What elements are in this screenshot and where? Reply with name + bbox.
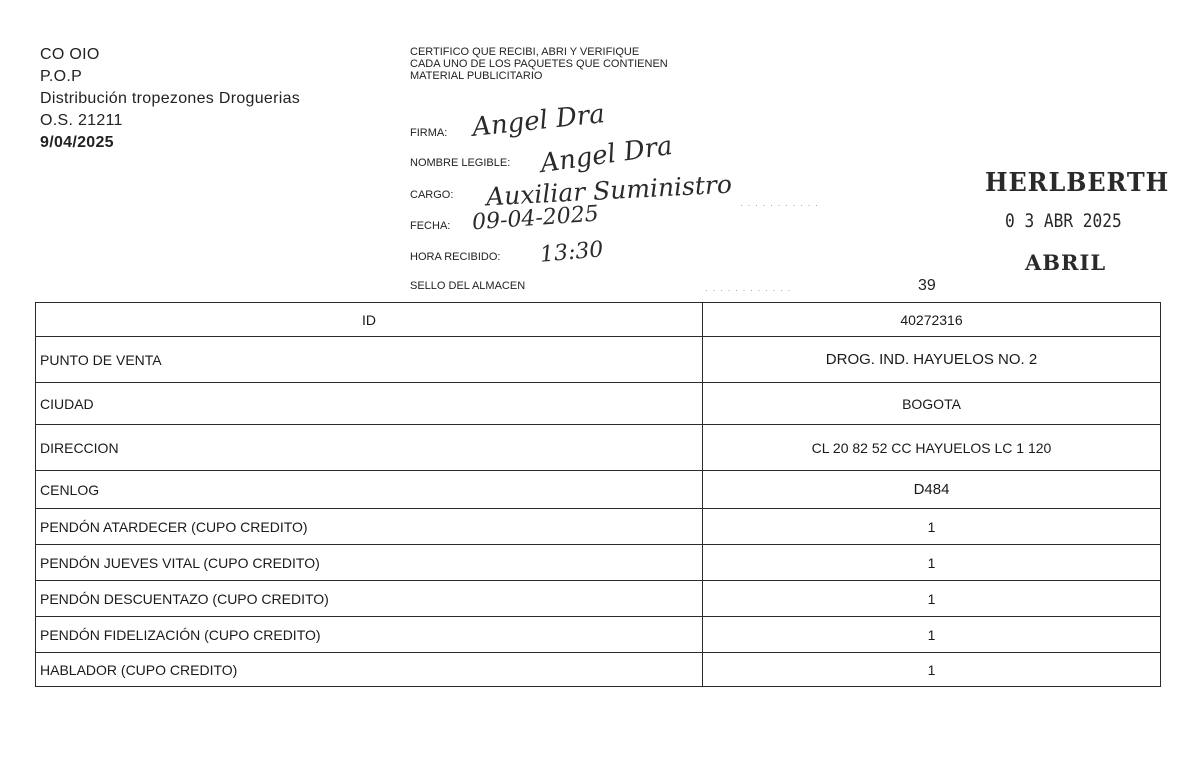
faint-marks: · · · · · · · · · · · ·	[705, 285, 792, 295]
row-label: ID	[36, 303, 703, 337]
table-row	[36, 581, 1161, 617]
row-label: PENDÓN ATARDECER (CUPO CREDITO)	[36, 509, 703, 545]
cargo-label: CARGO:	[410, 189, 454, 201]
table-row	[36, 383, 1161, 425]
stamp-name: HERLBERTH	[985, 168, 1170, 198]
faint-marks: · · · · · · · · · · ·	[740, 200, 819, 210]
pop-line: P.O.P	[40, 68, 83, 85]
row-value: 1	[703, 617, 1161, 653]
stamp-date: 0 3 ABR 2025	[1005, 210, 1122, 232]
firma-label: FIRMA:	[410, 127, 448, 139]
row-value: 1	[703, 545, 1161, 581]
table-row	[36, 509, 1161, 545]
fecha-value: 09-04-2025	[471, 201, 600, 236]
header-left	[40, 44, 300, 154]
sello-almacen-label: SELLO DEL ALMACEN	[410, 280, 526, 292]
certification-intro: CERTIFICO QUE RECIBI, ABRI Y VERIFIQUE CADA UNO DE LOS PAQUETES QUE CONTIENEN MATERIAL PUBLICITARIO	[410, 46, 668, 82]
table-row	[36, 653, 1161, 687]
row-value: 1	[703, 653, 1161, 687]
table-row	[36, 303, 1161, 337]
nombre-legible-label: NOMBRE LEGIBLE:	[410, 157, 511, 169]
row-value: BOGOTA	[703, 383, 1161, 425]
table-row	[36, 617, 1161, 653]
row-value: CL 20 82 52 CC HAYUELOS LC 1 120	[703, 425, 1161, 471]
hora-recibido-value: 13:30	[539, 237, 605, 268]
row-label: HABLADOR (CUPO CREDITO)	[36, 653, 703, 687]
row-label: DIRECCION	[36, 425, 703, 471]
box-number: 39	[918, 277, 936, 294]
delivery-table	[35, 302, 1161, 687]
row-label: PUNTO DE VENTA	[36, 337, 703, 383]
table-row	[36, 471, 1161, 509]
firma-signature: Angel Dra	[470, 99, 607, 143]
row-label: PENDÓN DESCUENTAZO (CUPO CREDITO)	[36, 581, 703, 617]
fecha-label: FECHA:	[410, 220, 451, 232]
row-label: PENDÓN FIDELIZACIÓN (CUPO CREDITO)	[36, 617, 703, 653]
distribution-title: Distribución tropezones Droguerias	[40, 90, 301, 107]
row-value: 1	[703, 509, 1161, 545]
row-label: PENDÓN JUEVES VITAL (CUPO CREDITO)	[36, 545, 703, 581]
hora-recibido-label: HORA RECIBIDO:	[410, 251, 501, 263]
document-date: 9/04/2025	[40, 134, 114, 151]
stamp-month: ABRIL	[1025, 250, 1107, 275]
nombre-legible-value: Angel Dra	[538, 130, 675, 180]
table-row	[36, 337, 1161, 383]
table-row	[36, 545, 1161, 581]
row-label: CIUDAD	[36, 383, 703, 425]
cargo-value: Auxiliar Suministro	[485, 169, 733, 212]
row-value: D484	[703, 471, 1161, 509]
row-value: 1	[703, 581, 1161, 617]
row-value: DROG. IND. HAYUELOS NO. 2	[703, 337, 1161, 383]
row-label: CENLOG	[36, 471, 703, 509]
row-value: 40272316	[703, 303, 1161, 337]
company-line: CO OIO	[40, 46, 100, 63]
service-order: O.S. 21211	[40, 112, 123, 129]
table-row	[36, 425, 1161, 471]
